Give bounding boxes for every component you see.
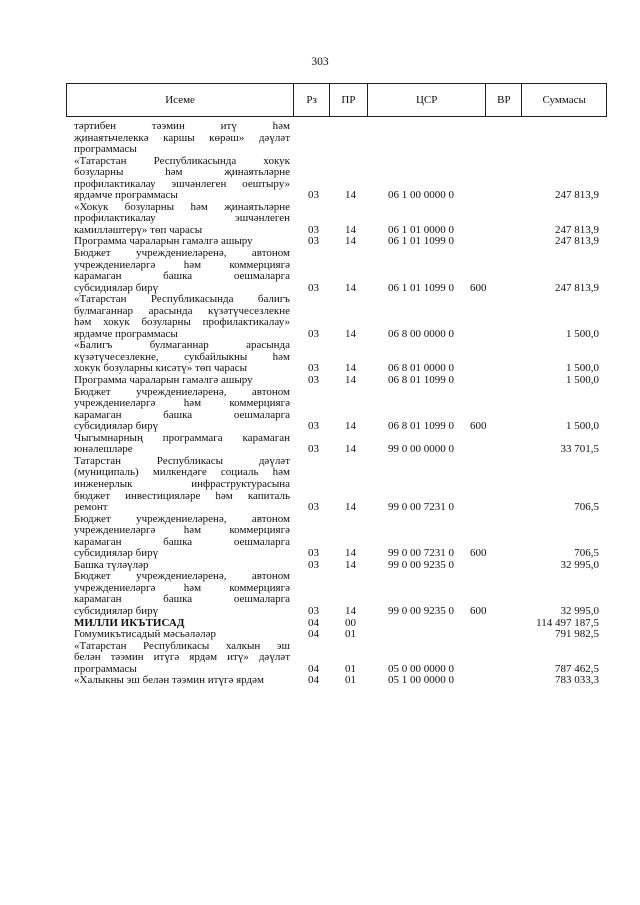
row-rz: 03 <box>308 604 319 617</box>
row-name-line: инженерлык инфраструктурасына <box>74 478 290 490</box>
row-name-line: программасы <box>74 663 137 675</box>
row-name <box>74 248 290 294</box>
row-pr: 01 <box>345 674 356 687</box>
row-name <box>74 156 290 202</box>
row-csr: 06 8 01 1099 0 <box>388 420 454 433</box>
row-name-line: Татарстан Республикасы дәүләт <box>74 455 290 467</box>
row-csr: 06 1 01 1099 0 <box>388 235 454 248</box>
row-name-line: субсидияләр бирү <box>74 421 159 433</box>
row-name-line: бозуларны һәм җинаятьләрне <box>74 167 290 179</box>
row-name-line: субсидияләр бирү <box>74 548 159 560</box>
row-csr: 06 8 01 1099 0 <box>388 374 454 387</box>
row-pr: 14 <box>345 223 356 236</box>
row-name-line: «Халыкны эш белән тәэмин итүгә ярдәм <box>74 675 264 687</box>
row-pr: 00 <box>345 616 356 629</box>
row-name <box>74 456 290 514</box>
row-name-line: субсидияләр бирү <box>74 282 159 294</box>
row-name <box>74 618 290 630</box>
row-name-line: юнәлешләре <box>74 444 133 456</box>
row-name <box>74 202 290 237</box>
row-sum: 247 813,9 <box>555 235 599 248</box>
row-name-line: карамаган башка оешмаларга <box>74 409 290 421</box>
row-pr: 14 <box>345 281 356 294</box>
row-sum: 791 982,5 <box>555 628 599 641</box>
row-name <box>74 675 290 687</box>
row-pr: 14 <box>345 420 356 433</box>
row-vr: 600 <box>470 604 487 617</box>
column-header-name: Исеме <box>67 84 294 116</box>
row-rz: 03 <box>308 420 319 433</box>
row-csr: 99 0 00 9235 0 <box>388 558 454 571</box>
row-rz: 03 <box>308 501 319 514</box>
row-csr: 06 1 00 0000 0 <box>388 189 454 202</box>
row-name-line: субсидияләр бирү <box>74 605 159 617</box>
row-name-line: бюджет инвестицияләре һәм капиталь <box>74 490 290 502</box>
row-csr: 05 0 00 0000 0 <box>388 662 454 675</box>
row-sum: 247 813,9 <box>555 189 599 202</box>
row-sum: 32 995,0 <box>560 558 599 571</box>
row-csr: 05 1 00 0000 0 <box>388 674 454 687</box>
table-row <box>0 641 640 676</box>
row-name <box>74 514 290 560</box>
row-name-line: «Хокук бозуларны һәм җинаятьләрне <box>74 201 290 213</box>
row-sum: 1 500,0 <box>566 374 599 387</box>
table-row <box>0 340 640 375</box>
row-name-line: учреждениеләргә һәм коммерциягә <box>74 398 290 410</box>
row-name-line: хокук бозуларны кисәтү» төп чарасы <box>74 363 248 375</box>
row-name-line: камилләштерү» төп чарасы <box>74 224 203 236</box>
row-name-line: күзәтүчесезлекне, сукбайлыкны һәм <box>74 351 290 363</box>
row-sum: 114 497 187,5 <box>536 616 599 629</box>
column-header-rz: Рз <box>294 84 330 116</box>
row-name-line: Гомумикътисадый мәсьәләләр <box>74 629 216 641</box>
row-rz: 04 <box>308 674 319 687</box>
table-row <box>0 560 640 572</box>
row-pr: 14 <box>345 327 356 340</box>
row-rz: 03 <box>308 281 319 294</box>
column-header-csr: ЦСР <box>368 84 487 116</box>
table-row <box>0 675 640 687</box>
row-name-line: «Балигъ булмаганнар арасында <box>74 340 290 352</box>
table-row <box>0 294 640 340</box>
row-name-line: Бюджет учреждениеләренә, автоном <box>74 248 290 260</box>
table-row <box>0 571 640 617</box>
table-row <box>0 456 640 514</box>
row-csr: 99 0 00 7231 0 <box>388 501 454 514</box>
row-name-line: МИЛЛИ ИКЪТИСАД <box>74 617 185 629</box>
row-name-line: учреждениеләргә һәм коммерциягә <box>74 259 290 271</box>
table-row <box>0 387 640 433</box>
row-pr: 14 <box>345 235 356 248</box>
row-pr: 01 <box>345 662 356 675</box>
row-rz: 03 <box>308 547 319 560</box>
row-name-line: ярдәмче программасы <box>74 328 178 340</box>
table-row <box>0 248 640 294</box>
row-sum: 247 813,9 <box>555 281 599 294</box>
row-sum: 1 500,0 <box>566 420 599 433</box>
row-name <box>74 641 290 676</box>
row-pr: 14 <box>345 374 356 387</box>
row-rz: 04 <box>308 616 319 629</box>
row-name-line: учреждениеләргә һәм коммерциягә <box>74 525 290 537</box>
row-pr: 14 <box>345 362 356 375</box>
row-sum: 33 701,5 <box>560 443 599 456</box>
row-name <box>74 433 290 456</box>
row-rz: 03 <box>308 327 319 340</box>
row-name-line: Программа чараларын гамәлгә ашыру <box>74 375 253 387</box>
table-body <box>0 121 640 687</box>
row-sum: 787 462,5 <box>555 662 599 675</box>
row-vr: 600 <box>470 281 487 294</box>
row-sum: 32 995,0 <box>560 604 599 617</box>
row-name <box>74 387 290 433</box>
row-rz: 03 <box>308 189 319 202</box>
row-name <box>74 629 290 641</box>
row-name-line: (муниципаль) милкендәге социаль һәм <box>74 467 290 479</box>
row-sum: 247 813,9 <box>555 223 599 236</box>
table-header <box>66 83 607 117</box>
row-csr: 06 8 00 0000 0 <box>388 327 454 340</box>
row-pr: 14 <box>345 189 356 202</box>
row-rz: 03 <box>308 223 319 236</box>
row-name-line: «Татарстан Республикасы халкын эш <box>74 640 290 652</box>
row-name-line: Башка түләүләр <box>74 559 149 571</box>
row-pr: 01 <box>345 628 356 641</box>
row-name-line: учреждениеләргә һәм коммерциягә <box>74 582 290 594</box>
table-row <box>0 375 640 387</box>
row-csr: 06 1 01 1099 0 <box>388 281 454 294</box>
row-rz: 03 <box>308 362 319 375</box>
row-name-line: булмаганнар арасында күзәтүчесезлекне <box>74 305 290 317</box>
row-name-line: карамаган башка оешмаларга <box>74 594 290 606</box>
row-rz: 03 <box>308 374 319 387</box>
table-row <box>0 156 640 202</box>
row-name <box>74 294 290 340</box>
table-row <box>0 433 640 456</box>
row-pr: 14 <box>345 501 356 514</box>
row-sum: 706,5 <box>574 547 599 560</box>
row-name-line: ярдәмче программасы <box>74 190 178 202</box>
row-sum: 1 500,0 <box>566 327 599 340</box>
row-name-line: Бюджет учреждениеләренә, автоном <box>74 386 290 398</box>
column-header-sum: Суммасы <box>542 94 586 106</box>
row-rz: 04 <box>308 628 319 641</box>
column-header-pr: ПР <box>330 84 368 116</box>
row-name-line: тәртибен тәэмин итү һәм <box>74 121 290 132</box>
row-name-line: Чыгымнарның программага карамаган <box>74 432 290 444</box>
row-rz: 04 <box>308 662 319 675</box>
table-row <box>0 202 640 237</box>
row-name-line: Программа чараларын гамәлгә ашыру <box>74 236 253 248</box>
table-row <box>0 121 640 156</box>
row-name-line: Бюджет учреждениеләренә, автоном <box>74 513 290 525</box>
row-name-line: карамаган башка оешмаларга <box>74 271 290 283</box>
row-name-line: карамаган башка оешмаларга <box>74 536 290 548</box>
row-name-line: «Татарстан Республикасында балигъ <box>74 294 290 306</box>
row-csr: 99 0 00 9235 0 <box>388 604 454 617</box>
table-row <box>0 514 640 560</box>
row-rz: 03 <box>308 443 319 456</box>
row-vr: 600 <box>470 547 487 560</box>
table-row <box>0 618 640 630</box>
row-name <box>74 236 290 248</box>
row-name-line: ремонт <box>74 502 108 514</box>
row-pr: 14 <box>345 604 356 617</box>
row-name-line: һәм хокук бозуларны профилактикалау» <box>74 317 290 329</box>
column-header-vr: ВР <box>486 84 522 116</box>
page-number: 303 <box>311 56 329 68</box>
row-csr: 06 1 01 0000 0 <box>388 223 454 236</box>
row-name-line: җинаятьчелеккә каршы көрәш» дәүләт <box>74 132 290 144</box>
row-sum: 783 033,3 <box>555 674 599 687</box>
row-name-line: программасы <box>74 144 137 156</box>
row-name <box>74 121 290 156</box>
row-csr: 06 8 01 0000 0 <box>388 362 454 375</box>
row-csr: 99 0 00 0000 0 <box>388 443 454 456</box>
table-row <box>0 236 640 248</box>
row-rz: 03 <box>308 235 319 248</box>
row-name-line: профилактикалау эшчәнлеген оештыру» <box>74 178 290 190</box>
row-name <box>74 340 290 375</box>
row-rz: 03 <box>308 558 319 571</box>
row-name <box>74 571 290 617</box>
table-row <box>0 629 640 641</box>
row-pr: 14 <box>345 558 356 571</box>
row-vr: 600 <box>470 420 487 433</box>
row-name <box>74 560 290 572</box>
row-pr: 14 <box>345 443 356 456</box>
row-name-line: профилактикалау эшчәнлеген <box>74 213 290 225</box>
row-sum: 706,5 <box>574 501 599 514</box>
row-name-line: «Татарстан Республикасында хокук <box>74 155 290 167</box>
row-name-line: белән тәэмин итүгә ярдәм итү» дәүләт <box>74 652 290 664</box>
row-csr: 99 0 00 7231 0 <box>388 547 454 560</box>
row-pr: 14 <box>345 547 356 560</box>
row-name <box>74 375 290 387</box>
row-name-line: Бюджет учреждениеләренә, автоном <box>74 571 290 583</box>
row-sum: 1 500,0 <box>566 362 599 375</box>
